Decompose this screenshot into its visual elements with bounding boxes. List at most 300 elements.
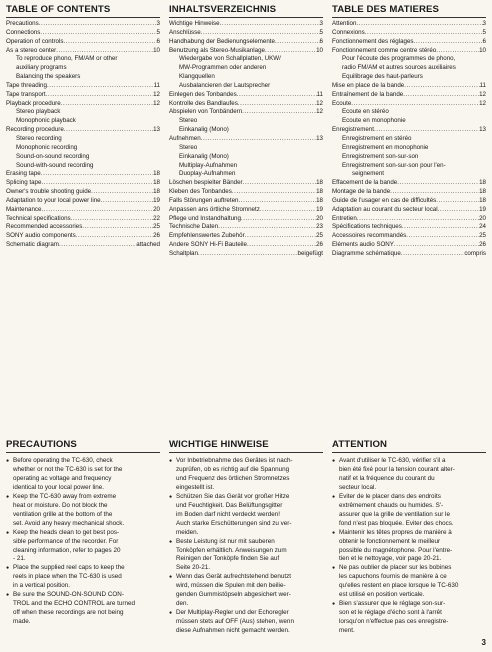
- toc-entry: [332, 126, 486, 135]
- bullet-line: les capuchons fournis de manière à ce: [339, 573, 447, 581]
- toc-entry: [332, 206, 486, 215]
- toc-leader-dots: [59, 241, 136, 250]
- toc-entry-title: Abspielen von Tonbändern: [169, 108, 243, 116]
- precautions-german: [169, 439, 323, 636]
- bullet-item: [169, 573, 323, 609]
- toc-entry-title: Attention: [332, 20, 357, 27]
- toc-leader-dots: [403, 91, 479, 100]
- toc-leader-dots: [357, 215, 479, 224]
- bullet-line: eingestellt ist.: [176, 483, 215, 491]
- bullet-item: [332, 493, 486, 529]
- toc-subentry: Enregistrement en monophonie: [342, 143, 429, 151]
- toc-entry-title: Tape transport: [6, 90, 46, 98]
- bullet-line: heat or moisture. Do not block the: [13, 501, 108, 509]
- bullet-item: [169, 457, 323, 493]
- toc-subentry: Enregistrement son-sur-son: [342, 152, 419, 160]
- toc-entry-title: Schematic diagram: [6, 241, 59, 249]
- toc-entry: [169, 91, 323, 100]
- toc-leader-dots: [201, 135, 316, 144]
- toc-subentry: Stereo playback: [16, 108, 61, 116]
- bullet-line: lorsqu'on n'effectue pas ces enregistre-: [339, 618, 449, 626]
- bullet-line: ● Keep the TC-630 away from extreme: [13, 492, 117, 500]
- toc-entry-page: 18: [153, 170, 160, 178]
- toc-leader-dots: [40, 29, 156, 38]
- bullet-line: reels in place when the TC-630 is used: [13, 573, 122, 581]
- bullet-line: ● Wenn das Gerät aufrechtstehend benutzt: [176, 573, 292, 581]
- page-number: 3: [481, 638, 486, 647]
- toc-entry-page: compris: [464, 249, 486, 257]
- toc-entry: [169, 108, 323, 117]
- toc-entry-title: Erasing tape: [6, 170, 41, 178]
- precautions-french-list: [332, 457, 486, 636]
- toc-entry: [332, 223, 486, 232]
- toc-entry-title: Maintenance: [6, 205, 42, 213]
- toc-entry: [332, 91, 486, 100]
- toc-entry-page: 18: [479, 179, 486, 187]
- toc-entry: [332, 215, 486, 224]
- toc-entry-title: Fonctionnement des réglages: [332, 37, 414, 45]
- toc-subentry: Pour l'écoute des programmes de phono,: [342, 55, 456, 63]
- bullet-line: operating ac voltage and frequency: [13, 474, 112, 482]
- toc-entry-title: Effacement de la bande: [332, 179, 398, 187]
- toc-entry-title: Precautions: [6, 20, 39, 27]
- toc-entry-title: Splicing tape: [6, 179, 42, 187]
- toc-entry-page: 12: [479, 99, 486, 107]
- toc-entry: [169, 135, 323, 144]
- toc-entry-page: 12: [316, 99, 323, 107]
- bullet-line: tien et le nettoyage, voir page 20-21.: [339, 555, 442, 563]
- toc-leader-dots: [82, 223, 153, 232]
- toc-entry-page: 18: [153, 179, 160, 187]
- toc-entry: [6, 91, 160, 100]
- toc-leader-dots: [56, 47, 153, 56]
- toc-entry: [169, 20, 323, 29]
- toc-entry-title: Recording procedure: [6, 126, 64, 134]
- toc-entry: [332, 100, 486, 109]
- toc-entry-title: Einlegen des Tonbandes: [169, 90, 237, 98]
- toc-entry-page: 19: [479, 205, 486, 213]
- toc-subentry: To reproduce phono, FM/AM or other: [16, 55, 118, 63]
- toc-leader-dots: [220, 20, 320, 29]
- bullet-item: [332, 457, 486, 493]
- toc-entry: [332, 82, 486, 91]
- toc-entry: [169, 47, 323, 56]
- bullet-line: set. Avoid any heavy mechanical shock.: [13, 519, 125, 527]
- toc-entry-page: 12: [479, 90, 486, 98]
- toc-leader-dots: [242, 108, 316, 117]
- toc-entry-page: 5: [319, 28, 323, 36]
- toc-entry-page: 11: [316, 90, 323, 98]
- toc-entry: [6, 206, 160, 215]
- toc-entry: [169, 206, 323, 215]
- toc-leader-dots: [76, 232, 153, 241]
- toc-entry: [332, 20, 486, 29]
- precautions-english-rule: [6, 452, 160, 453]
- toc-french-title: TABLE DES MATIERES: [332, 4, 439, 15]
- toc-leader-dots: [237, 91, 317, 100]
- bullet-line: identical to your local power line.: [13, 483, 105, 491]
- toc-entry-page: 18: [316, 188, 323, 196]
- toc-subentry: auxiliary programs: [16, 64, 67, 72]
- bullet-item: [6, 529, 160, 565]
- toc-subentry: Enregistrement son-sur-son pour l'en-: [342, 161, 446, 169]
- toc-entry-page: 6: [156, 37, 160, 45]
- bullet-line: made.: [13, 618, 31, 626]
- toc-entry-title: Guide de l'usager en cas de difficultés: [332, 196, 437, 204]
- toc-entry: [6, 188, 160, 197]
- bullet-line: im Boden darf nicht verdeckt werden!: [176, 510, 280, 518]
- toc-entry-page: 19: [153, 196, 160, 204]
- bullet-line: ● Avant d'utiliser le TC-630, vérifier s'il a: [339, 457, 446, 464]
- toc-entry-title: Aufnehmen: [169, 134, 201, 142]
- toc-entry-title: As a stereo center: [6, 46, 57, 54]
- toc-subentry: Wiedergabe von Schallplatten, UKW/: [179, 55, 281, 63]
- toc-entry: [6, 223, 160, 232]
- bullet-line: Reinigen der Tonköpfe finden Sie auf: [176, 555, 280, 563]
- toc-entry-title: Mise en place de la bande: [332, 81, 405, 89]
- bullet-line: natif et la fréquence du courant du: [339, 474, 435, 482]
- toc-entry: [6, 126, 160, 135]
- bullet-line: whether or not the TC-630 is set for the: [13, 465, 123, 473]
- precautions-german-title: WICHTIGE HINWEISE: [169, 439, 269, 450]
- toc-entry: [332, 197, 486, 206]
- toc-leader-dots: [351, 100, 479, 109]
- toc-entry-page: 25: [153, 223, 160, 231]
- toc-entry: [6, 170, 160, 179]
- toc-entry: [169, 179, 323, 188]
- toc-entry-page: 6: [319, 37, 323, 45]
- toc-subentry: Balancing the speakers: [16, 73, 81, 81]
- toc-entry-page: 20: [316, 214, 323, 222]
- bullet-line: müssen stets auf OFF (Aus) stehen, wenn: [176, 618, 294, 626]
- bullet-line: est utilisé en position verticale.: [339, 591, 425, 599]
- toc-subentry: Ausbalancieren der Lautsprecher: [179, 81, 271, 89]
- toc-entry: [332, 188, 486, 197]
- toc-leader-dots: [436, 47, 479, 56]
- toc-entry-page: beigefügt: [297, 249, 323, 257]
- toc-subentry: Einkanalig (Mono): [179, 152, 229, 160]
- toc-subentry: seignement: [352, 170, 384, 178]
- toc-subentry: radio FM/AM et autres sources auxiliaires: [342, 64, 456, 72]
- toc-leader-dots: [47, 82, 154, 91]
- bullet-line: assurer que la grille de ventilation sur le: [339, 510, 450, 518]
- toc-entry-title: SONY audio components: [6, 232, 76, 240]
- toc-entry: [332, 179, 486, 188]
- toc-subentry: MW-Programmen oder anderen: [179, 64, 267, 72]
- toc-entry-title: Löschen bespielter Bänder: [169, 179, 243, 187]
- precautions-french-rule: [332, 452, 486, 453]
- toc-french-rule: [332, 17, 486, 18]
- toc-entry: [6, 20, 160, 29]
- precautions-german-list: [169, 457, 323, 636]
- toc-entry-title: Entretien: [332, 214, 357, 222]
- toc-entry: [6, 241, 160, 250]
- toc-entry-page: 13: [153, 126, 160, 134]
- toc-entry-page: 3: [319, 20, 323, 27]
- precautions-english: [6, 439, 160, 627]
- toc-entry: [6, 47, 160, 56]
- toc-entry-page: 25: [316, 232, 323, 240]
- toc-leader-dots: [63, 38, 156, 47]
- bullet-line: off when these recordings are not being: [13, 609, 124, 617]
- toc-entry-page: 3: [156, 20, 160, 27]
- toc-entry-title: Playback procedure: [6, 99, 61, 107]
- toc-entry-page: 22: [153, 214, 160, 222]
- toc-entry-page: 13: [479, 126, 486, 134]
- toc-leader-dots: [232, 188, 316, 197]
- toc-leader-dots: [356, 20, 482, 29]
- toc-entry-page: 12: [153, 90, 160, 98]
- toc-entry-title: Ecoute: [332, 99, 352, 107]
- toc-entry-title: Eléments audio SONY: [332, 241, 394, 249]
- toc-entry: [169, 250, 323, 259]
- toc-entry: [332, 29, 486, 38]
- toc-entry-page: 18: [316, 179, 323, 187]
- toc-entry: [6, 100, 160, 109]
- toc-subentry: Monophonic recording: [16, 143, 78, 151]
- toc-leader-dots: [406, 232, 479, 241]
- precautions-french-title: ATTENTION: [332, 439, 388, 450]
- toc-leader-dots: [41, 206, 153, 215]
- bullet-line: fond n'est pas bloquée. Eviter des chocs.: [339, 519, 454, 527]
- toc-entry: [169, 188, 323, 197]
- toc-entry: [332, 232, 486, 241]
- toc-leader-dots: [243, 179, 316, 188]
- toc-entry-title: Diagramme schématique: [332, 249, 401, 257]
- toc-english: [6, 4, 160, 250]
- bullet-line: Auch starke Erschütterungen sind zu ver-: [176, 519, 292, 527]
- toc-leader-dots: [64, 126, 153, 135]
- bullet-item: [169, 493, 323, 538]
- bullet-item: [6, 564, 160, 591]
- toc-entry: [169, 100, 323, 109]
- toc-entry-title: Anpassen ans örtliche Stromnetz: [169, 205, 260, 213]
- toc-leader-dots: [201, 29, 320, 38]
- toc-entry-title: Connexions: [332, 28, 365, 36]
- toc-subentry: Multiplay-Aufnahmen: [179, 161, 238, 169]
- toc-entry-page: 18: [316, 196, 323, 204]
- toc-entry-page: 5: [156, 28, 160, 36]
- toc-subentry: Monophonic playback: [16, 117, 76, 125]
- toc-entry-page: 10: [479, 46, 486, 54]
- bullet-item: [169, 538, 323, 574]
- toc-entry-page: attached: [136, 241, 160, 249]
- toc-subentry: Equilibrage des haut-parleurs: [342, 73, 423, 81]
- toc-leader-dots: [402, 223, 479, 232]
- toc-german-list: [169, 20, 323, 259]
- toc-subentry: Stereo: [179, 117, 198, 125]
- bullet-line: ● Eviter de le placer dans des endroits: [339, 492, 441, 500]
- bullet-line: ● Before operating the TC-630, check: [13, 457, 113, 464]
- toc-entry: [6, 29, 160, 38]
- bullet-line: zuprüfen, ob es richtig auf die Spannung: [176, 465, 290, 473]
- toc-entry-page: 19: [316, 205, 323, 213]
- toc-leader-dots: [401, 250, 465, 259]
- bullet-line: ● Der Multiplay-Regler und der Echoregler: [176, 609, 289, 617]
- toc-entry: [169, 197, 323, 206]
- toc-leader-dots: [91, 188, 153, 197]
- toc-french: [332, 4, 486, 259]
- bullet-line: ● Ne pas oublier de placer sur les bobines: [339, 564, 452, 572]
- toc-entry-page: 10: [153, 46, 160, 54]
- bullet-line: cleaning information, refer to pages 20: [13, 546, 121, 554]
- toc-german-title: INHALTSVERZEICHNIS: [169, 4, 277, 15]
- toc-subentry: Stereo recording: [16, 134, 62, 142]
- toc-entry-page: 18: [479, 196, 486, 204]
- toc-entry-title: Tape threading: [6, 81, 47, 89]
- toc-leader-dots: [71, 215, 153, 224]
- toc-entry-page: 18: [479, 188, 486, 196]
- bullet-line: ● Maintenir les têtes propres de manière à: [339, 528, 452, 536]
- toc-entry: [332, 241, 486, 250]
- bullet-line: ment.: [339, 627, 355, 635]
- bullet-line: obtenir le fonctionnement le meilleur: [339, 537, 441, 545]
- toc-entry: [169, 232, 323, 241]
- toc-leader-dots: [275, 38, 320, 47]
- bullet-line: sible performance of the recorder. For: [13, 537, 119, 545]
- toc-leader-dots: [438, 206, 480, 215]
- toc-entry-title: Pflege und Instandhaltung: [169, 214, 241, 222]
- toc-entry-page: 24: [479, 223, 486, 231]
- toc-entry-title: Kleben des Tonbandes: [169, 188, 232, 196]
- bullet-line: und Feuchtigkeit. Das Belüftungsgitter: [176, 501, 283, 509]
- toc-subentry: Sound-with-sound recording: [16, 161, 94, 169]
- toc-entry-title: Fonctionnement comme centre stéréo: [332, 46, 437, 54]
- toc-leader-dots: [238, 100, 316, 109]
- bullet-line: Tonköpfen erhältlich. Anweisungen zum: [176, 546, 287, 554]
- toc-english-rule: [6, 17, 160, 18]
- toc-entry-title: Anschlüsse: [169, 28, 201, 36]
- bullet-line: - 21.: [13, 555, 26, 563]
- toc-leader-dots: [39, 20, 157, 29]
- toc-entry-page: 11: [153, 81, 160, 89]
- toc-entry-page: 12: [316, 108, 323, 116]
- bullet-item: [169, 609, 323, 636]
- toc-entry-page: 12: [153, 99, 160, 107]
- toc-entry: [169, 223, 323, 232]
- toc-leader-dots: [390, 188, 479, 197]
- toc-entry: [169, 215, 323, 224]
- toc-subentry: Ecoute en monophonie: [342, 117, 406, 125]
- toc-subentry: Duoplay-Aufnahmen: [179, 170, 236, 178]
- bullet-line: ● Schützen Sie das Gerät vor großer Hitze: [176, 492, 290, 500]
- bullet-line: diese Aufnahmen nicht gemacht werden.: [176, 627, 290, 635]
- bullet-line: ventilation grille at the bottom of the: [13, 510, 113, 518]
- toc-english-list: [6, 20, 160, 250]
- toc-leader-dots: [61, 100, 153, 109]
- toc-entry-title: Adaptation to your local power line: [6, 196, 101, 204]
- toc-entry-title: Spécifications techniques: [332, 223, 402, 231]
- toc-entry-page: 25: [479, 232, 486, 240]
- toc-entry-title: Operation of controls: [6, 37, 64, 45]
- toc-entry-title: Handhabung der Bedienungselemente: [169, 37, 275, 45]
- toc-entry-page: 10: [316, 46, 323, 54]
- toc-entry: [6, 232, 160, 241]
- toc-leader-dots: [260, 206, 316, 215]
- precautions-german-rule: [169, 452, 323, 453]
- bullet-line: ● Bien s'assurer que le réglage son-sur-: [339, 600, 446, 608]
- toc-entry-page: 13: [316, 134, 323, 142]
- toc-subentry: Klangquellen: [179, 73, 215, 81]
- bullet-line: meiden.: [176, 528, 199, 536]
- toc-entry-title: Kontrolle des Bandlaufes: [169, 99, 238, 107]
- bullet-line: extrêmement chauds ou humides. S'-: [339, 501, 444, 509]
- toc-leader-dots: [394, 241, 479, 250]
- toc-entry: [332, 250, 486, 259]
- toc-entry-title: Technical specifications: [6, 214, 71, 222]
- toc-subentry: Sound-on-sound recording: [16, 152, 90, 160]
- toc-entry-page: 20: [153, 205, 160, 213]
- toc-entry-page: 5: [482, 28, 486, 36]
- precautions-english-list: [6, 457, 160, 627]
- bullet-item: [6, 457, 160, 493]
- toc-entry-title: Enregistrement: [332, 126, 374, 134]
- toc-entry-title: Accessoires recommandés: [332, 232, 407, 240]
- toc-subentry: Enregistrement en stéréo: [342, 134, 412, 142]
- toc-subentry: Ecoute en stéréo: [342, 108, 389, 116]
- bullet-line: possible du magnétophone. Pour l'entre-: [339, 546, 453, 554]
- toc-leader-dots: [414, 38, 483, 47]
- precautions-french: [332, 439, 486, 636]
- toc-entry: [169, 241, 323, 250]
- toc-entry-title: Entraînement de la bande: [332, 90, 404, 98]
- toc-leader-dots: [198, 250, 298, 259]
- toc-entry-title: Schaltplan: [169, 249, 198, 257]
- toc-entry-title: Technische Daten: [169, 223, 219, 231]
- toc-entry-page: 3: [482, 20, 486, 27]
- toc-entry: [6, 179, 160, 188]
- bullet-item: [332, 564, 486, 600]
- toc-entry-page: 18: [153, 188, 160, 196]
- bullet-line: ● Keep the heads clean to get best pos-: [13, 528, 120, 536]
- bullet-line: Seite 20-21.: [176, 564, 210, 572]
- toc-german-rule: [169, 17, 323, 18]
- toc-german: [169, 4, 323, 259]
- toc-entry: [169, 29, 323, 38]
- toc-leader-dots: [46, 91, 154, 100]
- bullet-line: ● Place the supplied reel caps to keep the: [13, 564, 125, 572]
- toc-entry: [169, 38, 323, 47]
- toc-entry-title: Falls Störungen auftreten: [169, 196, 239, 204]
- toc-entry-page: 23: [316, 223, 323, 231]
- bullet-line: secteur local.: [339, 483, 377, 491]
- toc-entry-title: Owner's trouble shooting guide: [6, 188, 92, 196]
- bullet-item: [332, 529, 486, 565]
- bullet-line: qu'elles restent en place lorsque le TC-630: [339, 582, 459, 590]
- bullet-line: wird, müssen die Spulen mit den beilie-: [176, 582, 286, 590]
- toc-leader-dots: [238, 197, 316, 206]
- bullet-line: den.: [176, 600, 189, 608]
- bullet-item: [6, 493, 160, 529]
- toc-leader-dots: [241, 215, 316, 224]
- toc-entry-title: Montage de la bande: [332, 188, 391, 196]
- bullet-item: [332, 600, 486, 636]
- toc-leader-dots: [101, 197, 154, 206]
- toc-leader-dots: [374, 126, 479, 135]
- bullet-line: genden Gummistöpseln abgesichert wer-: [176, 591, 291, 599]
- bullet-line: ● Be sure the SOUND-ON-SOUND CON-: [13, 591, 124, 599]
- toc-leader-dots: [404, 82, 479, 91]
- toc-leader-dots: [245, 232, 316, 241]
- toc-entry: [6, 82, 160, 91]
- toc-leader-dots: [397, 179, 479, 188]
- bullet-line: bien été fixé pour la tension courant alter-: [339, 465, 455, 473]
- toc-subentry: Einkanalig (Mono): [179, 126, 229, 134]
- toc-entry: [332, 47, 486, 56]
- toc-entry-page: 11: [479, 81, 486, 89]
- bullet-line: und Frequenz des örtlichen Stromnetzes: [176, 474, 290, 482]
- toc-entry-page: 20: [479, 214, 486, 222]
